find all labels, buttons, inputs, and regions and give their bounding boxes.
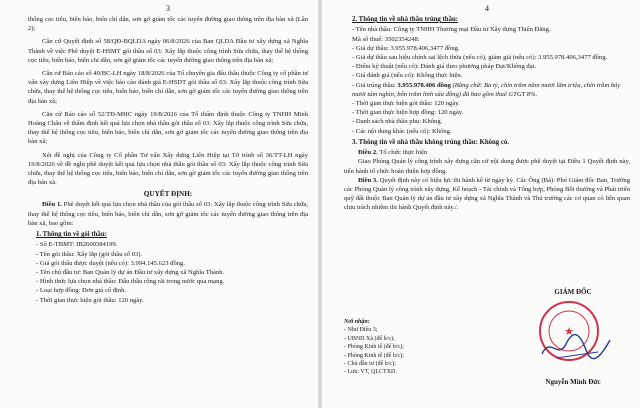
list-item: - Giá dự thầu sau hiệu chỉnh sai lệch thừa (nếu có), giảm giá (nếu có): 3.955.978.406,3477 đồng.	[352, 54, 608, 62]
award-price	[344, 81, 630, 99]
paragraph: Căn cứ Báo cáo số 40/BC-LH ngày 18/8/2026 của Tổ chuyên gia đấu thầu thuộc Công ty cổ phần tư vấn xây dựng Liên Hiệp về việc báo cáo đánh giá E-HSDT gói thầu số 03: Xây lắp thuộc công trình Sửa chữa, thay thế hệ thống cọc tiêu, biển báo, biển chỉ dẫn, sơn gờ giảm tốc các tuyến đường giao thông trên địa bàn xã;	[28, 70, 308, 105]
award-prefix: - Giá trúng thầu:	[352, 81, 398, 89]
article-3	[344, 176, 630, 213]
signature-block	[518, 288, 628, 386]
recipient-item: - Như Điều 3;	[344, 327, 378, 334]
list-item: - Số E-TBMT: IB2600384199.	[36, 241, 118, 249]
list-item: - Hình thức lựa chọn nhà thầu: Đấu thầu rộng rãi trong nước qua mạng.	[36, 278, 225, 286]
article-2-text: Giao Phòng Quản lý công trình xây dựng căn cứ nội dung được phê duyệt tại Điều 1 Quyết định này, tiến hành tổ chức hoàn thiện hợp đồng.	[344, 158, 630, 175]
recipient-item: - UBND Xã (để b/c);	[344, 335, 395, 342]
list-item: - Loại hợp đồng: Đơn giá cố định.	[36, 287, 127, 295]
paragraph: thống cọc tiêu, biển báo, biển chỉ dẫn, sơn gờ giảm tốc các tuyến đường giao thông trên địa bàn xã (Lần 2);	[28, 16, 308, 33]
paragraph: Căn cứ Báo cáo số 52/TĐ-MHC ngày 19/8/2026 của Tổ thẩm định thuộc Công ty TNHH Minh Hoàng Châu về thẩm định kết quả lựa chọn nhà thầu gói thầu số 03: Xây lắp thuộc công trình Sửa chữa, thay thế hệ thống cọc tiêu, biển báo, biển chỉ dẫn, sơn gờ giảm tốc các tuyến đường giao thông trên địa bàn xã;	[28, 110, 308, 146]
page-number: 3	[166, 4, 170, 13]
paragraph: Căn cứ Quyết định số 58/QĐ-BQLDA ngày 06/8/2026 của Ban QLDA Đầu tư xây dựng xã Nghĩa Thành về việc Phê duyệt E-HSMT gói thầu số 03: Xây lắp thuộc công trình Sửa chữa, thay thế hệ thống cọc tiêu, biển báo, biển chỉ dẫn, sơn gờ giảm tốc các tuyến đường giao thông trên địa bàn xã;	[28, 38, 308, 64]
list-item: - Thời gian thực hiện gói thầu: 120 ngày.	[352, 100, 460, 108]
article-3-text: Quyết định này có hiệu lực thi hành kể từ ngày ký. Các Ông (Bà): Phó Giám đốc Ban, Trưởng các Phòng Quản lý công trình xây dựng, Kế hoạch - Tài chính và Tổng hợp, Phòng Bồi thường và Phát triển quỹ đất thuộc Ban Quản lý dự án đầu tư xây dựng xã Nghĩa Thành và Thủ trưởng các cơ quan có liên quan chịu trách nhiệm thi hành Quyết định này./.	[344, 176, 630, 212]
list-item: - Giá gói thầu được duyệt (nếu có): 3.994.145.623 đồng.	[36, 259, 185, 267]
list-item: - Thời gian thực hiện gói thầu: 120 ngày.	[36, 296, 144, 304]
article-2-title: Tổ chức thực hiện	[377, 149, 428, 157]
list-item: - Danh sách nhà thầu phụ: Không.	[352, 118, 443, 126]
recipients-block	[344, 318, 484, 377]
article-2-label: Điều 2.	[358, 149, 378, 157]
page-left	[0, 0, 318, 408]
award-words: (Bằng chữ: Ba tỷ, chín trăm năm mươi lăm triệu, chín trăm bảy mươi tám nghìn, bốn trăm linh sáu đồng) đã bao gồm thuế GTGT 8%.	[352, 81, 621, 98]
list-item: Mã số thuế: 3502354248.	[352, 35, 420, 43]
list-item: - Thời gian thực hiện hợp đồng: 120 ngày.	[352, 109, 464, 117]
article-1-label: Điều 1.	[42, 201, 62, 209]
article-1	[28, 200, 308, 228]
signer-name: Nguyễn Minh Đức	[545, 378, 601, 386]
award-value: 3.955.978.406 đồng	[397, 81, 451, 89]
article-3-label: Điều 3.	[358, 176, 378, 184]
recipient-item: - Lưu: VT, QLCTXD.	[344, 369, 397, 376]
signer-title: GIÁM ĐỐC	[554, 288, 592, 296]
list-item: - Điểm kỹ thuật (nếu có): Đánh giá theo phương pháp Đạt/Không đạt.	[352, 63, 537, 71]
list-item: - Tên chủ đầu tư: Ban Quản lý dự án Đầu tư xây dựng xã Nghĩa Thành.	[36, 269, 225, 277]
decision-heading: QUYẾT ĐỊNH:	[143, 190, 193, 199]
recipient-item: - Phòng Kinh tế (để b/c);	[344, 344, 404, 351]
signature-scribble	[536, 330, 616, 364]
list-item: - Các nội dung khác (nếu có): Không.	[352, 127, 452, 135]
page-number: 4	[485, 4, 489, 13]
list-item: - Giá đánh giá (nếu có): Không thực hiện.	[352, 72, 463, 80]
paragraph: Xét đề nghị của Công ty Cổ phần Tư vấn Xây dựng Liên Hiệp tại Tờ trình số 36/TT-LH ngày 19/8/2026 về đề nghị phê duyệt kết quả lựa chọn nhà thầu gói thầu số 03: Xây lắp thuộc công trình Sửa chữa, thay thế hệ thống cọc tiêu, biển báo, biển chỉ dẫn, sơn gờ giảm tốc các tuyến đường giao thông trên địa bàn xã.	[28, 151, 308, 187]
recipient-item: - Phòng Kinh tế (để b/c);	[344, 352, 404, 359]
section-3-heading: 3. Thông tin về nhà thầu không trúng thầu: Không có.	[352, 138, 510, 146]
article-2	[344, 148, 630, 157]
recipient-item: - Chủ đầu tư (để b/c);	[344, 361, 396, 368]
recipients-title: Nơi nhận:	[344, 319, 370, 325]
page-right	[322, 0, 640, 408]
list-item: - Giá dự thầu: 3.955.978.406,3477 đồng.	[352, 44, 460, 52]
section-1-heading: 1. Thông tin về gói thầu:	[36, 231, 107, 239]
svg-text:★: ★	[564, 325, 574, 338]
list-item: - Tên nhà thầu: Công ty TNHH Thương mại Đầu tư Xây dựng Thiên Đăng.	[352, 26, 551, 34]
list-item: - Tên gói thầu: Xây lắp (gói thầu số 03).	[36, 250, 143, 258]
section-2-heading: 2. Thông tin về nhà thầu trúng thầu:	[352, 16, 459, 23]
article-1-text: Phê duyệt kết quả lựa chọn nhà thầu của gói thầu số 03: Xây lắp thuộc công trình Sửa chữa, thay thế hệ thống cọc tiêu, biển báo, biển chỉ dẫn, sơn gờ giảm tốc các tuyến đường giao thông trên địa bàn xã, bao gồm:	[28, 201, 309, 227]
